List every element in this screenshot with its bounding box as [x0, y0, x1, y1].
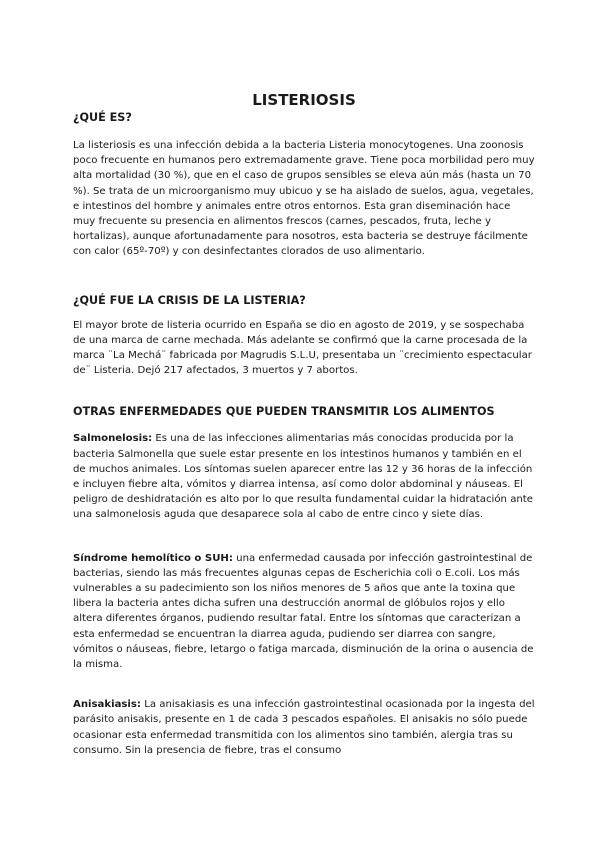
section-heading-crisis: ¿QUÉ FUE LA CRISIS DE LA LISTERIA? — [73, 293, 306, 307]
disease-body-suh: una enfermedad causada por infección gastrointestinal de bacterias, siendo las más frecuentes algunas cepas de Escherichia coli o E.coli. Los más vulnerables a su padecimiento son los niños menores de 5 años que ante la toxina que libera la bacteria antes dicha sufren una destrucción anormal de glóbulos rojos y ello altera diferentes órganos, pudiendo resultar fatal. Entre los síntomas que caracterizan a esta enfermedad se encuentran la diarrea aguda, pudiendo ser diarrea con sangre, vómitos o náuseas, fiebre, letargo o fatiga marcada, disminución de la orina o ausencia de la misma. — [73, 552, 534, 671]
section-body-crisis: El mayor brote de listeria ocurrido en España se dio en agosto de 2019, y se sospechaba de una marca de carne mechada. Más adelante se confirmó que la carne procesada de la marca ¨La Mechá¨ fabricada por Magrudis S.L.U, presentaba un ¨crecimiento espectacular de¨ Listeria. Dejó 217 afectados, 3 muertos y 7 abortos. — [73, 319, 532, 377]
section-heading-que-es: ¿QUÉ ES? — [73, 111, 132, 124]
disease-anisakiasis — [73, 697, 535, 758]
disease-body-anisakiasis: La anisakiasis es una infección gastrointestinal ocasionada por la ingesta del parásito anisakis, presente en 1 de cada 3 pescados españoles. El anisakis no sólo puede ocasionar esta enfermedad transmitida con los alimentos sino también, alergia tras su consumo. Sin la presencia de fiebre, tras el consumo — [73, 699, 535, 756]
section-heading-otras-enfermedades: OTRAS ENFERMEDADES QUE PUEDEN TRANSMITIR LOS ALIMENTOS — [73, 405, 495, 419]
disease-name-suh: Síndrome hemolítico o SUH: — [73, 552, 233, 564]
disease-name-anisakiasis: Anisakiasis: — [73, 699, 141, 711]
disease-suh — [73, 551, 535, 673]
section-body-que-es: La listeriosis es una infección debida a la bacteria Listeria monocytogenes. Una zoonosis poco frecuente en humanos pero extremadamente grave. Tiene poca morbilidad pero muy alta mortalidad (30 %), que en el caso de grupos sensibles se eleva aún más (hasta un 70 %). Se trata de un microorganismo muy ubicuo y se ha aislado de suelos, agua, vegetales, e intestinos del hombre y animales entre otros entornos. Esta gran diseminación hace muy frecuente su presencia en alimentos frescos (carnes, pescados, fruta, leche y hortalizas), aunque afortunadamente para nosotros, esta bacteria se destruye fácilmente con calor (65º-70º) y con desinfectantes clorados de uso alimentario. — [73, 140, 535, 258]
disease-name-salmonelosis: Salmonelosis: — [73, 433, 153, 445]
document-title: LISTERIOSIS — [252, 91, 356, 109]
disease-body-salmonelosis: Es una de las infecciones alimentarias más conocidas producida por la bacteria Salmonella que suele estar presente en los intestinos humanos y también en el de muchos animales. Los síntomas suelen aparecer entre las 12 y 36 horas de la infección e incluyen fiebre alta, vómitos y diarrea intensa, así como dolor abdominal y náuseas. El peligro de deshidratación es alto por lo que resulta fundamental cuidar la hidratación ante una salmonelosis aguda que desaparece sola al cabo de entre cinco y siete días. — [73, 433, 534, 521]
document-page — [73, 90, 535, 758]
disease-salmonelosis — [73, 431, 535, 522]
